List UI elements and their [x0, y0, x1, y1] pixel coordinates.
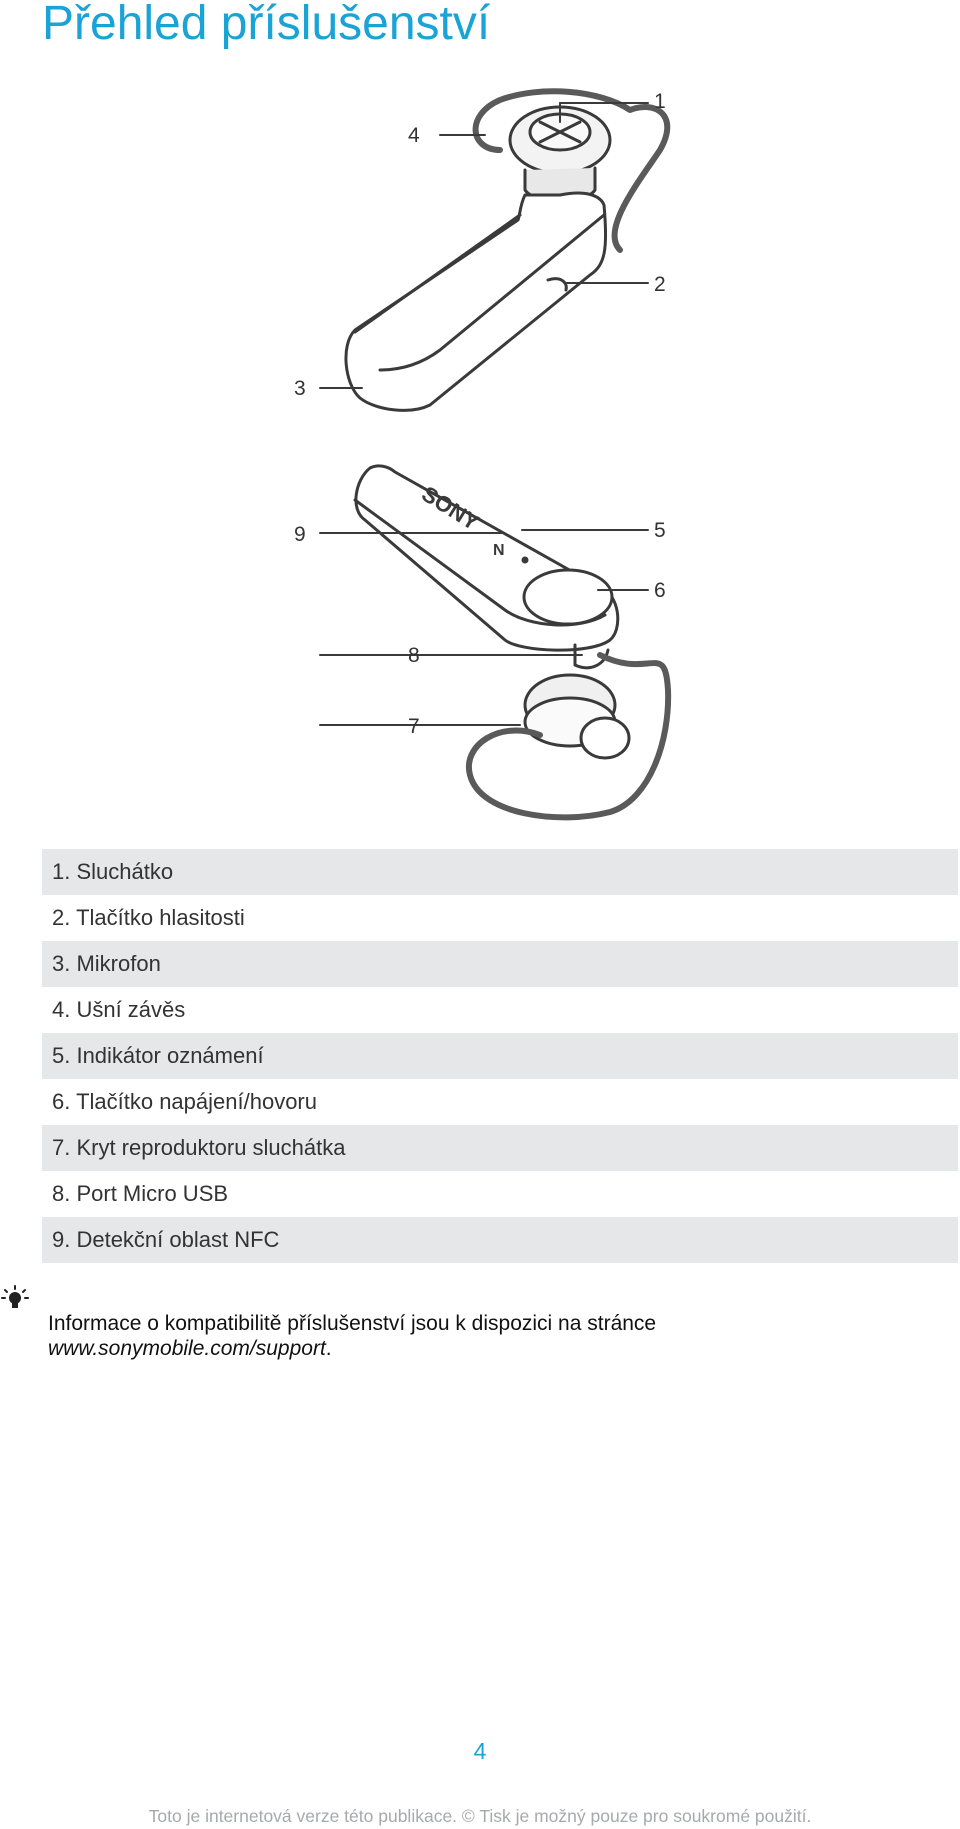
list-item: 3. Mikrofon: [42, 941, 958, 987]
page-number: 4: [473, 1738, 487, 1764]
callout-6: 6: [654, 579, 666, 602]
list-item: 1. Sluchátko: [42, 849, 958, 895]
footer-notice: Toto je internetová verze této publikace. © Tisk je možný pouze pro soukromé použití.: [148, 1806, 812, 1826]
callout-4: 4: [408, 124, 420, 147]
callout-9: 9: [294, 523, 306, 546]
callout-2: 2: [654, 273, 666, 296]
svg-text:SONY: SONY: [417, 481, 484, 536]
callout-8: 8: [408, 644, 420, 667]
tip-text: Informace o kompatibilitě příslušenství jsou k dispozici na stránce: [48, 1312, 657, 1335]
callout-1: 1: [654, 90, 666, 113]
parts-list: [42, 849, 958, 1263]
headset-diagram: [0, 0, 960, 840]
list-item: 6. Tlačítko napájení/hovoru: [52, 1089, 317, 1114]
support-link[interactable]: www.sonymobile.com/support: [48, 1337, 326, 1360]
list-item: 7. Kryt reproduktoru sluchátka: [42, 1125, 958, 1171]
headset-illustration: [0, 0, 960, 840]
callout-5: 5: [654, 519, 666, 542]
compatibility-tip: [48, 1311, 928, 1361]
list-item: 2. Tlačítko hlasitosti: [52, 905, 245, 930]
tip-period: .: [325, 1337, 332, 1360]
svg-text:N: N: [493, 542, 505, 559]
list-item: 4. Ušní závěs: [52, 997, 186, 1022]
list-item: 8. Port Micro USB: [52, 1181, 229, 1206]
list-item: 9. Detekční oblast NFC: [42, 1217, 958, 1263]
callout-7: 7: [408, 715, 420, 738]
page-title: Přehled příslušenství: [42, 0, 491, 50]
list-item: 5. Indikátor oznámení: [42, 1033, 958, 1079]
callout-3: 3: [294, 377, 306, 400]
lightbulb-icon: [0, 1284, 30, 1319]
